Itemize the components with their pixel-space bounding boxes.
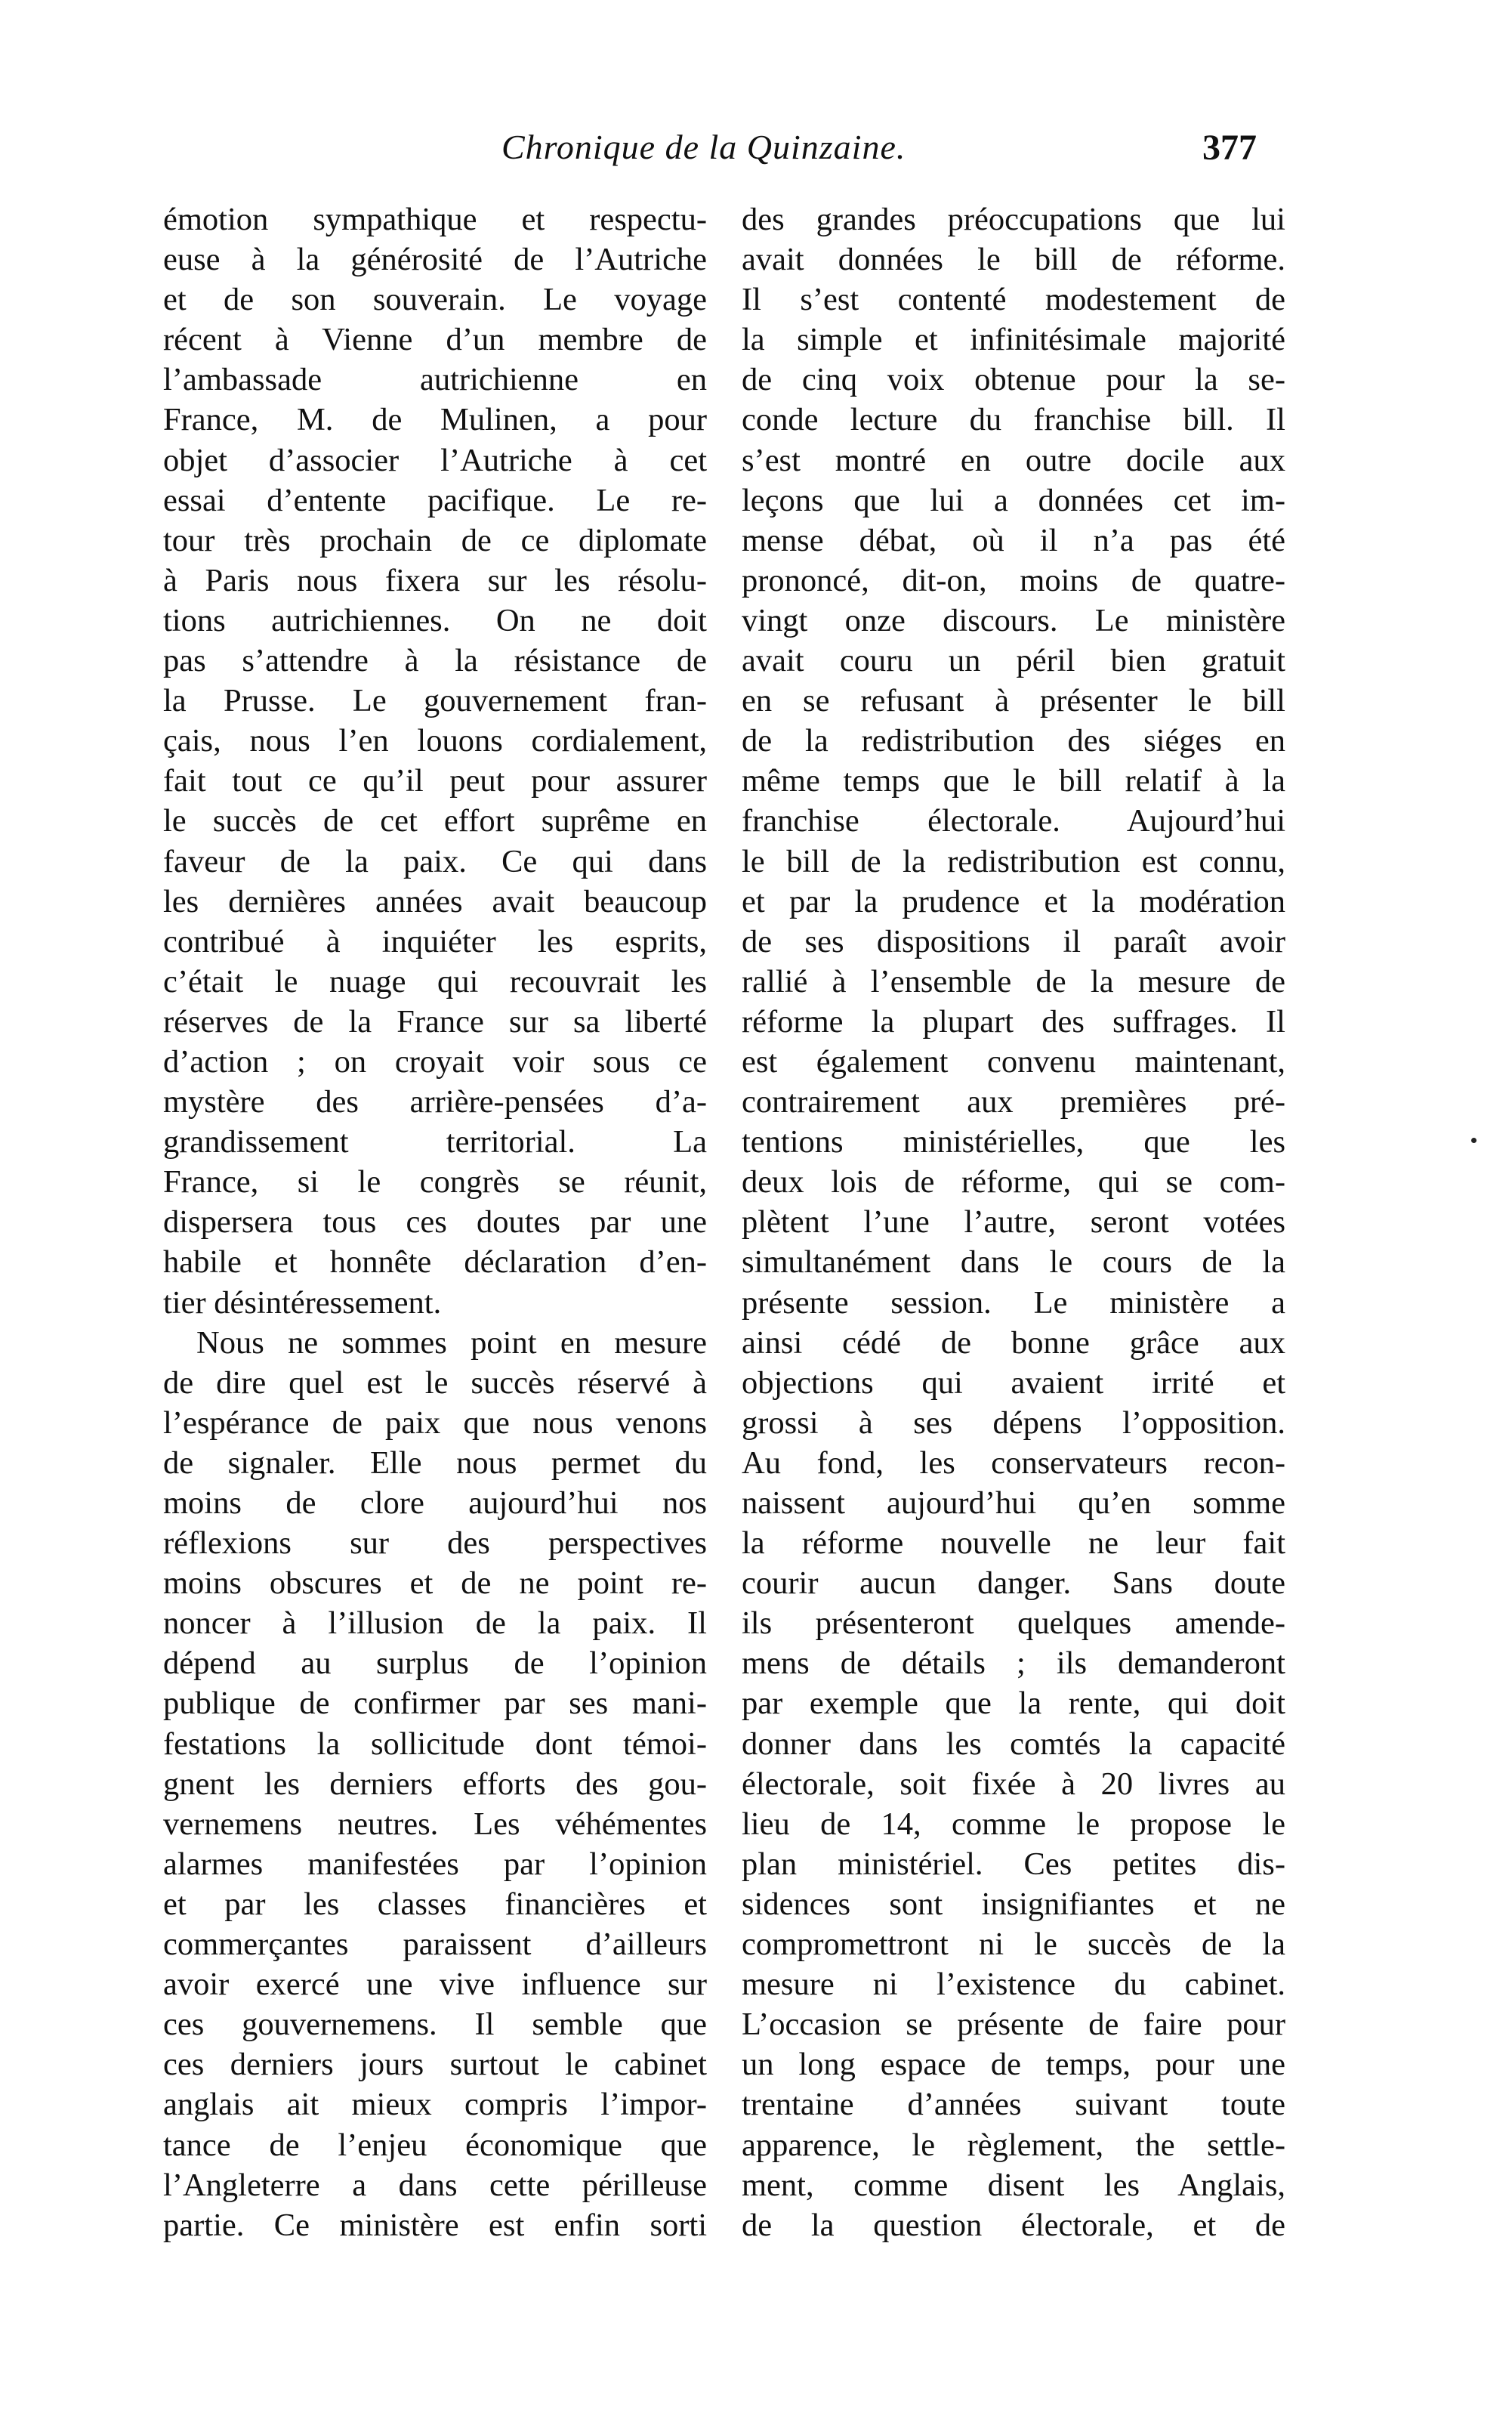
text-line: France, si le congrès se réunit, (163, 1164, 707, 1200)
stray-ink-mark (1471, 1138, 1477, 1143)
text-line: l’espérance de paix que nous venons (163, 1404, 707, 1441)
text-line: dispersera tous ces doutes par une (163, 1204, 707, 1241)
left-column (163, 199, 707, 2245)
text-line: tour très prochain de ce diplomate (163, 522, 707, 558)
text-line: tions autrichiennes. On ne doit (163, 602, 707, 638)
text-line: noncer à l’illusion de la paix. Il (163, 1605, 707, 1642)
text-line: L’occasion se présente de faire pour (742, 2007, 1285, 2043)
text-line: l’Angleterre a dans cette périlleuse (163, 2167, 707, 2203)
text-line: France, M. de Mulinen, a pour (163, 402, 707, 438)
text-line: même temps que le bill relatif à la (742, 763, 1285, 799)
text-line: la Prusse. Le gouvernement fran- (163, 683, 707, 719)
text-line: moins obscures et de ne point re- (163, 1565, 707, 1602)
text-line: l’ambassade autrichienne en (163, 362, 707, 398)
text-line: publique de confirmer par ses mani- (163, 1685, 707, 1722)
text-line: courir aucun danger. Sans doute (742, 1565, 1285, 1602)
text-line: avoir exercé une vive influence sur (163, 1967, 707, 2003)
text-line: avait données le bill de réforme. (742, 242, 1285, 278)
page-number: 377 (1202, 128, 1257, 168)
text-line: contrairement aux premières pré- (742, 1084, 1285, 1120)
paragraph-start-line: Nous ne sommes point en mesure (196, 1324, 707, 1361)
text-line: conde lecture du franchise bill. Il (742, 402, 1285, 438)
text-line: habile et honnête déclaration d’en- (163, 1244, 707, 1281)
text-line: mystère des arrière-pensées d’a- (163, 1084, 707, 1120)
text-line: çais, nous l’en louons cordialement, (163, 723, 707, 759)
text-line: ils présenteront quelques amende- (742, 1605, 1285, 1642)
text-line: de cinq voix obtenue pour la se- (742, 362, 1285, 398)
text-line: fait tout ce qu’il peut pour assurer (163, 763, 707, 799)
text-line: objet d’associer l’Autriche à cet (163, 442, 707, 478)
text-line: lieu de 14, comme le propose le (742, 1806, 1285, 1842)
text-line: ment, comme disent les Anglais, (742, 2167, 1285, 2203)
text-line: c’était le nuage qui recouvrait les (163, 963, 707, 1000)
text-line: s’est montré en outre docile aux (742, 442, 1285, 478)
text-line: essai d’entente pacifique. Le re- (163, 482, 707, 518)
text-line: partie. Ce ministère est enfin sorti (163, 2207, 707, 2243)
running-head: Chronique de la Quinzaine. (501, 128, 906, 166)
text-line: avait couru un péril bien gratuit (742, 643, 1285, 679)
text-line: commerçantes paraissent d’ailleurs (163, 1926, 707, 1963)
text-line: et de son souverain. Le voyage (163, 282, 707, 318)
text-line: mens de détails ; ils demanderont (742, 1645, 1285, 1682)
text-line: festations la sollicitude dont témoi- (163, 1726, 707, 1762)
text-line: contribué à inquiéter les esprits, (163, 923, 707, 959)
text-line: les dernières années avait beaucoup (163, 883, 707, 919)
text-line: prononcé, dit-on, moins de quatre- (742, 562, 1285, 598)
text-line: le succès de cet effort suprême en (163, 803, 707, 839)
text-line: grandissement territorial. La (163, 1124, 707, 1160)
text-line: mesure ni l’existence du cabinet. (742, 1967, 1285, 2003)
text-line: présente session. Le ministère a (742, 1284, 1285, 1321)
text-line: plan ministériel. Ces petites dis- (742, 1846, 1285, 1882)
text-line: vingt onze discours. Le ministère (742, 602, 1285, 638)
text-line: sidences sont insignifiantes et ne (742, 1886, 1285, 1922)
text-line: la réforme nouvelle ne leur fait (742, 1525, 1285, 1562)
text-line: franchise électorale. Aujourd’hui (742, 803, 1285, 839)
right-column (742, 199, 1285, 2245)
text-line: pas s’attendre à la résistance de (163, 643, 707, 679)
text-line: réforme la plupart des suffrages. Il (742, 1003, 1285, 1040)
text-line: à Paris nous fixera sur les résolu- (163, 562, 707, 598)
text-line: ces derniers jours surtout le cabinet (163, 2047, 707, 2083)
text-line: de la question électorale, et de (742, 2207, 1285, 2243)
text-line: leçons que lui a données cet im- (742, 482, 1285, 518)
text-line: réserves de la France sur sa liberté (163, 1003, 707, 1040)
text-line: ainsi cédé de bonne grâce aux (742, 1324, 1285, 1361)
text-line: est également convenu maintenant, (742, 1043, 1285, 1080)
text-line: plètent l’une l’autre, seront votées (742, 1204, 1285, 1241)
text-line: par exemple que la rente, qui doit (742, 1685, 1285, 1722)
text-line: tentions ministérielles, que les (742, 1124, 1285, 1160)
text-line: simultanément dans le cours de la (742, 1244, 1285, 1281)
text-line: anglais ait mieux compris l’impor- (163, 2087, 707, 2123)
text-line: vernemens neutres. Les véhémentes (163, 1806, 707, 1842)
text-line: Au fond, les conservateurs recon- (742, 1444, 1285, 1481)
text-line: faveur de la paix. Ce qui dans (163, 843, 707, 879)
text-line: en se refusant à présenter le bill (742, 683, 1285, 719)
text-line: tier désintéressement. (163, 1284, 442, 1321)
text-line: et par la prudence et la modération (742, 883, 1285, 919)
text-line: la simple et infinitésimale majorité (742, 322, 1285, 358)
text-line: euse à la générosité de l’Autriche (163, 242, 707, 278)
text-line: un long espace de temps, pour une (742, 2047, 1285, 2083)
text-line: gnent les derniers efforts des gou- (163, 1766, 707, 1802)
text-line: de la redistribution des siéges en (742, 723, 1285, 759)
text-line: naissent aujourd’hui qu’en somme (742, 1485, 1285, 1521)
text-line: moins de clore aujourd’hui nos (163, 1485, 707, 1521)
text-line: trentaine d’années suivant toute (742, 2087, 1285, 2123)
text-line: de signaler. Elle nous permet du (163, 1444, 707, 1481)
text-line: émotion sympathique et respectu- (163, 202, 707, 237)
text-line: des grandes préoccupations que lui (742, 202, 1285, 237)
text-line: objections qui avaient irrité et (742, 1364, 1285, 1401)
text-line: Il s’est contenté modestement de (742, 282, 1285, 318)
text-line: mense débat, où il n’a pas été (742, 522, 1285, 558)
text-line: tance de l’enjeu économique que (163, 2127, 707, 2163)
text-line: grossi à ses dépens l’opposition. (742, 1404, 1285, 1441)
text-line: de dire quel est le succès réservé à (163, 1364, 707, 1401)
text-line: d’action ; on croyait voir sous ce (163, 1043, 707, 1080)
text-line: dépend au surplus de l’opinion (163, 1645, 707, 1682)
text-line: rallié à l’ensemble de la mesure de (742, 963, 1285, 1000)
text-line: apparence, le règlement, the settle- (742, 2127, 1285, 2163)
text-line: compromettront ni le succès de la (742, 1926, 1285, 1963)
text-line: alarmes manifestées par l’opinion (163, 1846, 707, 1882)
text-line: réflexions sur des perspectives (163, 1525, 707, 1562)
text-line: ces gouvernemens. Il semble que (163, 2007, 707, 2043)
text-line: le bill de la redistribution est connu, (742, 843, 1285, 879)
text-line: deux lois de réforme, qui se com- (742, 1164, 1285, 1200)
page-header (0, 127, 1512, 180)
text-line: électorale, soit fixée à 20 livres au (742, 1766, 1285, 1802)
text-line: de ses dispositions il paraît avoir (742, 923, 1285, 959)
text-line: et par les classes financières et (163, 1886, 707, 1922)
text-line: donner dans les comtés la capacité (742, 1726, 1285, 1762)
text-line: récent à Vienne d’un membre de (163, 322, 707, 358)
